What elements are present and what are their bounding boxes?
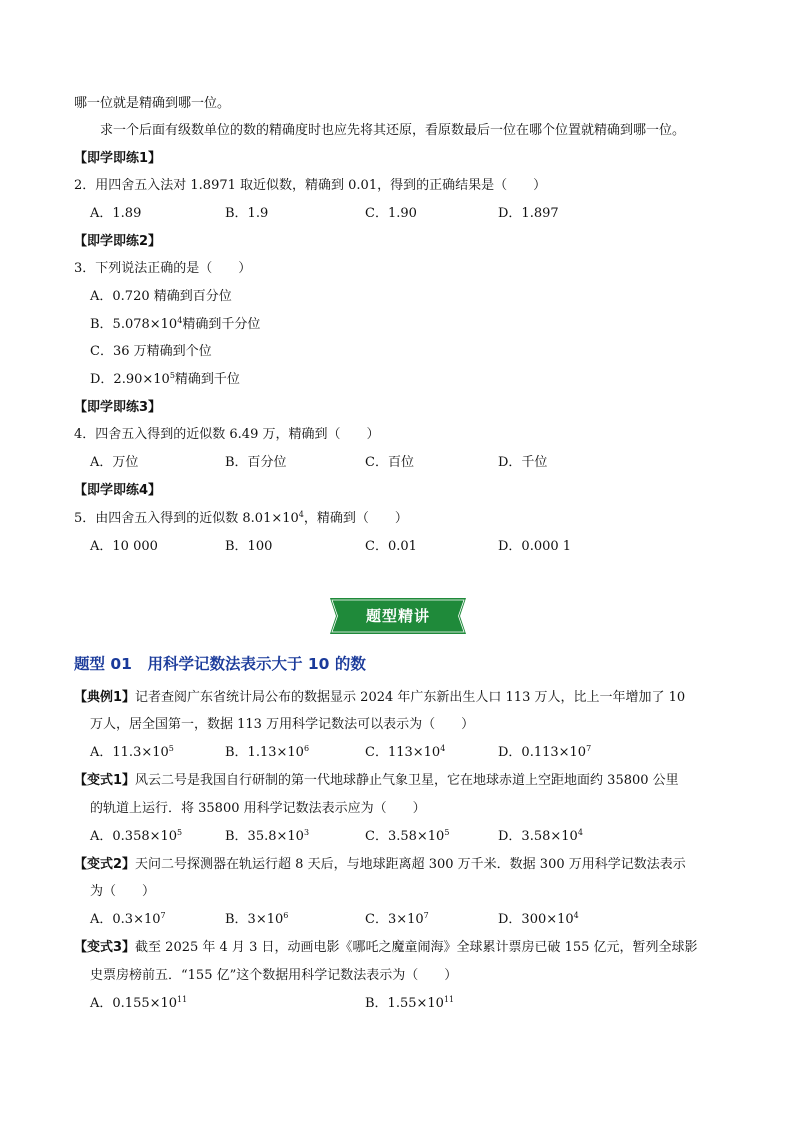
practice-4-option-d: D．0.000 1 bbox=[498, 539, 572, 554]
variant-2-option-b bbox=[225, 910, 288, 930]
option-exp: 4 bbox=[573, 911, 579, 920]
practice-4-option-c: C．0.01 bbox=[365, 539, 417, 554]
practice-1-option-d: D．1.897 bbox=[498, 206, 559, 221]
practice-1-label: 【即学即练1】 bbox=[74, 151, 162, 166]
variant-2-label: 【变式2】 bbox=[74, 857, 136, 872]
practice-2-option-d bbox=[90, 370, 240, 390]
option-exp: 6 bbox=[283, 911, 289, 920]
example-1-option-b bbox=[225, 743, 309, 763]
practice-2-option-b-text: 精确到千分位 bbox=[182, 317, 261, 332]
variant-1-option-c bbox=[365, 827, 449, 847]
practice-1-question: 2．用四舍五入法对 1.8971 取近似数，精确到 0.01，得到的正确结果是（ ） bbox=[74, 178, 547, 193]
practice-2-option-d-exp: 5 bbox=[169, 371, 175, 380]
practice-3-question: 4．四舍五入得到的近似数 6.49 万，精确到（ ） bbox=[74, 427, 380, 442]
variant-3-option-b bbox=[365, 994, 454, 1014]
section-banner bbox=[330, 598, 466, 634]
option-base: A．0.358×10 bbox=[90, 829, 178, 844]
example-1-text-1: 记者查阅广东省统计局公布的数据显示 2024 年广东新出生人口 113 万人，比上一年增加了 10 bbox=[135, 690, 686, 705]
practice-3-option-a: A．万位 bbox=[90, 455, 139, 470]
option-base: B．1.55×10 bbox=[365, 996, 444, 1011]
section-title: 题型 01 用科学记数法表示大于 10 的数 bbox=[74, 655, 366, 673]
variant-2-option-d bbox=[498, 910, 579, 930]
practice-3-option-b: B．百分位 bbox=[225, 455, 287, 470]
practice-4-question-text: ，精确到（ ） bbox=[303, 511, 408, 526]
practice-3-label: 【即学即练3】 bbox=[74, 400, 162, 415]
practice-3-option-c: C．百位 bbox=[365, 455, 414, 470]
option-base: B．3×10 bbox=[225, 912, 284, 927]
option-exp: 3 bbox=[303, 828, 310, 837]
example-1-label: 【典例1】 bbox=[74, 690, 136, 705]
option-base: D．300×10 bbox=[498, 912, 574, 927]
intro-line-2: 求一个后面有级数单位的数的精确度时也应先将其还原，看原数最后一位在哪个位置就精确到哪一位。 bbox=[100, 123, 686, 138]
variant-1-option-b bbox=[225, 827, 309, 847]
practice-2-option-b-base: B．5.078×10 bbox=[90, 317, 178, 332]
variant-2-option-c bbox=[365, 910, 429, 930]
variant-1-line-1 bbox=[74, 771, 679, 791]
option-exp: 5 bbox=[177, 828, 183, 837]
option-exp: 7 bbox=[423, 911, 429, 920]
option-exp: 11 bbox=[443, 995, 455, 1004]
example-1-line-2: 万人，居全国第一，数据 113 万用科学记数法可以表示为（ ） bbox=[90, 717, 475, 732]
practice-2-option-a: A．0.720 精确到百分位 bbox=[90, 289, 232, 304]
variant-1-label: 【变式1】 bbox=[74, 773, 136, 788]
variant-3-line-1 bbox=[74, 938, 698, 958]
practice-3-option-d: D．千位 bbox=[498, 455, 548, 470]
option-base: B．35.8×10 bbox=[225, 829, 304, 844]
practice-4-question-base: 5．由四舍五入得到的近似数 8.01×10 bbox=[74, 511, 299, 526]
option-exp: 11 bbox=[177, 995, 188, 1004]
example-1-option-c bbox=[365, 743, 445, 763]
practice-2-option-d-base: D．2.90×10 bbox=[90, 372, 170, 387]
option-base: B．1.13×10 bbox=[225, 745, 304, 760]
practice-2-label: 【即学即练2】 bbox=[74, 234, 162, 249]
variant-3-text-1: 截至 2025 年 4 月 3 日，动画电影《哪吒之魔童闹海》全球累计票房已破 155 亿元，暂列全球影 bbox=[135, 940, 698, 955]
example-1-line-1 bbox=[74, 688, 685, 708]
variant-2-option-a bbox=[90, 910, 166, 930]
option-base: C．3×10 bbox=[365, 912, 424, 927]
example-1-option-a bbox=[90, 743, 174, 763]
practice-1-option-c: C．1.90 bbox=[365, 206, 417, 221]
option-base: C．113×10 bbox=[365, 745, 441, 760]
variant-3-label: 【变式3】 bbox=[74, 940, 136, 955]
option-base: D．3.58×10 bbox=[498, 829, 578, 844]
variant-3-option-a bbox=[90, 994, 187, 1014]
option-exp: 4 bbox=[440, 744, 446, 753]
variant-2-text-1: 天问二号探测器在轨运行超 8 天后，与地球距离超 300 万千米．数据 300 万用科学记数法表示 bbox=[135, 857, 686, 872]
practice-1-option-b: B．1.9 bbox=[225, 206, 269, 221]
practice-4-question-exp: 4 bbox=[298, 510, 304, 519]
practice-4-label: 【即学即练4】 bbox=[74, 483, 162, 498]
variant-1-option-d bbox=[498, 827, 583, 847]
variant-2-line-2: 为（ ） bbox=[90, 884, 156, 899]
option-exp: 6 bbox=[303, 744, 310, 753]
option-base: C．3.58×10 bbox=[365, 829, 445, 844]
variant-1-text-1: 风云二号是我国自行研制的第一代地球静止气象卫星，它在地球赤道上空距地面约 35800 公里 bbox=[135, 773, 679, 788]
practice-1-option-a: A．1.89 bbox=[90, 206, 142, 221]
option-base: A．11.3×10 bbox=[90, 745, 169, 760]
option-exp: 5 bbox=[168, 744, 174, 753]
banner-title: 题型精讲 bbox=[365, 607, 430, 625]
variant-1-option-a bbox=[90, 827, 182, 847]
practice-2-option-b bbox=[90, 315, 260, 335]
option-base: A．0.3×10 bbox=[90, 912, 161, 927]
example-1-option-d bbox=[498, 743, 591, 763]
option-base: A．0.155×10 bbox=[90, 996, 178, 1011]
practice-4-option-b: B．100 bbox=[225, 539, 273, 554]
practice-2-option-b-exp: 4 bbox=[177, 316, 183, 325]
variant-3-line-2: 史票房榜前五．“155 亿”这个数据用科学记数法表示为（ ） bbox=[90, 968, 458, 983]
option-exp: 4 bbox=[577, 828, 583, 837]
variant-1-line-2: 的轨道上运行．将 35800 用科学记数法表示应为（ ） bbox=[90, 801, 426, 816]
practice-2-question: 3．下列说法正确的是（ ） bbox=[74, 261, 252, 276]
option-base: D．0.113×10 bbox=[498, 745, 587, 760]
practice-2-option-c: C．36 万精确到个位 bbox=[90, 344, 212, 359]
practice-4-question bbox=[74, 509, 408, 529]
option-exp: 7 bbox=[160, 911, 166, 920]
practice-2-option-d-text: 精确到千位 bbox=[174, 372, 240, 387]
variant-2-line-1 bbox=[74, 855, 686, 875]
intro-line-1: 哪一位就是精确到哪一位。 bbox=[74, 96, 231, 111]
option-exp: 7 bbox=[586, 744, 592, 753]
practice-4-option-a: A．10 000 bbox=[90, 539, 158, 554]
option-exp: 5 bbox=[444, 828, 450, 837]
